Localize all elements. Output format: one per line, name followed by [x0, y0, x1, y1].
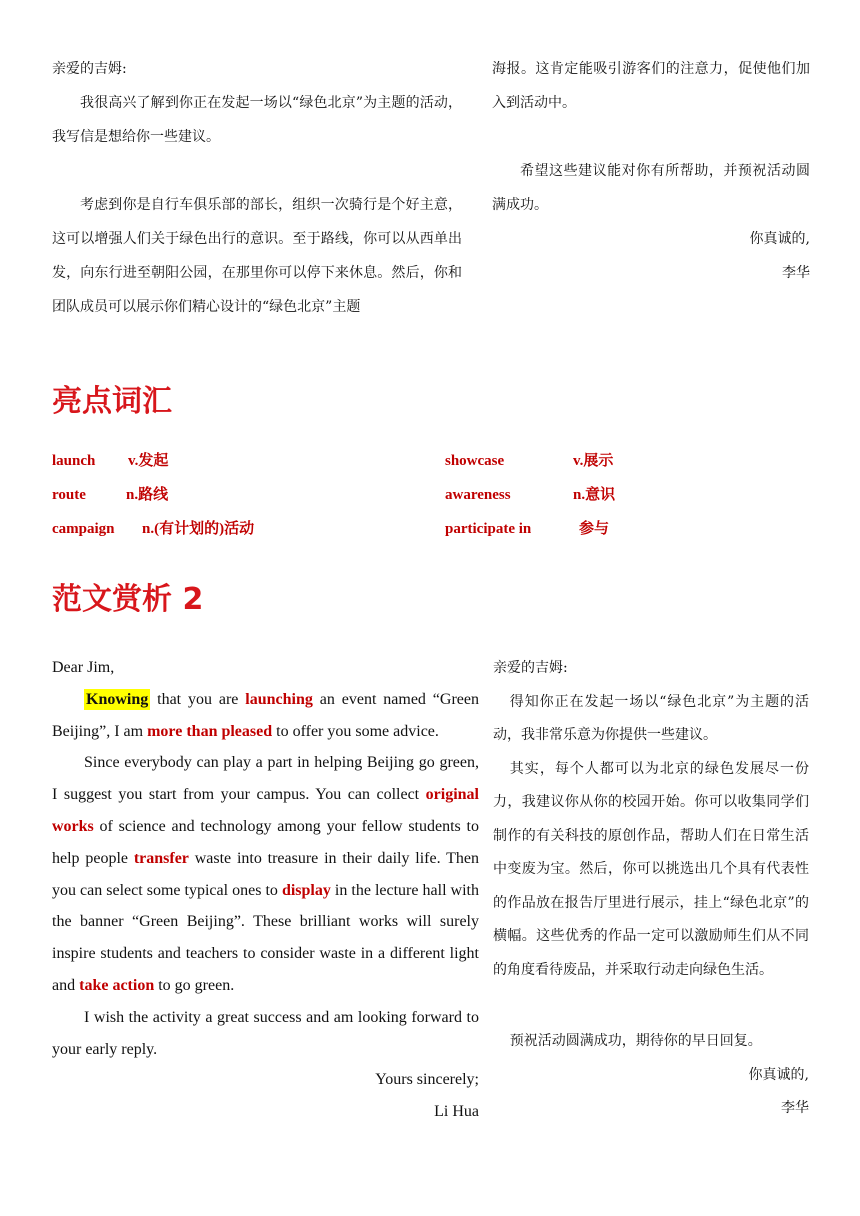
sample2-zh-salutation: 亲爱的吉姆: [493, 660, 568, 676]
vocab-section-title: 亮点词汇 [52, 384, 172, 419]
vocab-meaning: n.(有计划的)活动 [142, 521, 255, 537]
letter1-salutation: 亲爱的吉姆: [52, 61, 127, 77]
vocab-list [52, 444, 752, 546]
sample2-chinese-translation [493, 652, 809, 1126]
vocab-meaning: n.意识 [573, 487, 616, 503]
letter1-paragraph-3: 希望这些建议能对你有所帮助，并预祝活动圆满成功。 [492, 163, 810, 213]
vocab-word: awareness [445, 487, 511, 503]
sample2-zh-paragraph-3: 预祝活动圆满成功，期待你的早日回复。 [509, 1033, 762, 1049]
text-run: Since everybody can play a part in helping Beijing go green, I suggest you start from your campus. You can collect [52, 754, 479, 804]
sample2-zh-paragraph-1: 得知你正在发起一场以“绿色北京”为主题的活动，我非常乐意为你提供一些建议。 [493, 693, 809, 743]
letter1-left-column [52, 52, 462, 324]
vocab-word: showcase [445, 453, 505, 469]
sample2-zh-paragraph-2: 其实，每个人都可以为北京的绿色发展尽一份力，我建议你从你的校园开始。你可以收集同学们制作的有关科技的原创作品，帮助人们在日常生活中变废为宝。然后，你可以挑选出几个具有代表性的作品放在报告厅里进行展示，挂上“绿色北京”的横幅。这些优秀的作品一定可以激励师生们从不同的角度看待废品，并采取行动走向绿色生活。 [493, 760, 809, 978]
vocab-word: campaign [52, 521, 115, 537]
sample2-section-title: 范文赏析 2 [52, 582, 204, 617]
letter1-signature: 李华 [782, 265, 810, 281]
sample2-zh-signature: 李华 [781, 1100, 809, 1116]
letter1-paragraph-2: 考虑到你是自行车俱乐部的部长，组织一次骑行是个好主意，这可以增强人们关于绿色出行的意识。至于路线，你可以从西单出发，向东行进至朝阳公园，在那里你可以停下来休息。然后，你和团队成员可以展示你们精心设计的“绿色北京”主题 [52, 197, 462, 315]
blank-line [52, 154, 462, 188]
sample2-paragraph-3: I wish the activity a great success and am looking forward to your early reply. [52, 1008, 479, 1058]
vocab-meaning: 参与 [579, 521, 610, 537]
vocab-row [52, 444, 752, 478]
letter1-closing: 你真诚的, [749, 231, 810, 247]
sample2-zh-closing: 你真诚的, [748, 1066, 809, 1083]
vocab-word: route [52, 487, 86, 503]
highlight-phrase: original works [52, 786, 479, 835]
highlight-phrase: more than pleased [147, 722, 273, 740]
highlight-phrase: launching [245, 690, 313, 708]
sample2-paragraph-2 [52, 747, 479, 1001]
vocab-meaning: v.发起 [128, 453, 169, 469]
sample2-paragraph-1 [52, 684, 479, 748]
letter1-paragraph-1: 我很高兴了解到你正在发起一场以“绿色北京”为主题的活动，我写信是想给你一些建议。 [52, 95, 462, 145]
letter1-paragraph-2-continued: 海报。这肯定能吸引游客们的注意力，促使他们加入到活动中。 [492, 61, 810, 111]
text-run: that you are [150, 690, 246, 708]
highlight-phrase: display [281, 881, 331, 899]
vocab-word: participate in [445, 521, 532, 537]
text-run: to go green. [154, 976, 235, 994]
highlight-phrase: take action [79, 976, 155, 994]
vocab-meaning: v.展示 [573, 453, 614, 469]
text-run: of science and technology among your fellow students to help people [52, 817, 479, 867]
sample2-signature: Li Hua [434, 1103, 479, 1121]
vocab-row [52, 478, 752, 512]
highlight-phrase: Knowing [86, 690, 149, 708]
letter1-right-column [492, 52, 810, 290]
text-run: in the lecture hall with the banner “Green Beijing”. These brilliant works will surely inspire students and teachers to consider waste in a different light and [52, 881, 479, 994]
blank-line [493, 987, 809, 1025]
vocab-word: launch [52, 453, 96, 469]
blank-line [492, 120, 810, 154]
highlight-phrase: transfer [133, 849, 189, 867]
sample2-salutation: Dear Jim, [52, 659, 115, 676]
vocab-row [52, 512, 752, 546]
vocab-meaning: n.路线 [126, 487, 169, 503]
text-run: to offer you some advice. [272, 722, 439, 740]
text-run: an event named “Green Beijing”, I am [52, 690, 479, 740]
text-run: waste into treasure in their daily life. Then you can select some typical ones to [52, 849, 479, 899]
sample2-closing: Yours sincerely; [375, 1071, 479, 1089]
sample2-english-letter [52, 652, 479, 1130]
